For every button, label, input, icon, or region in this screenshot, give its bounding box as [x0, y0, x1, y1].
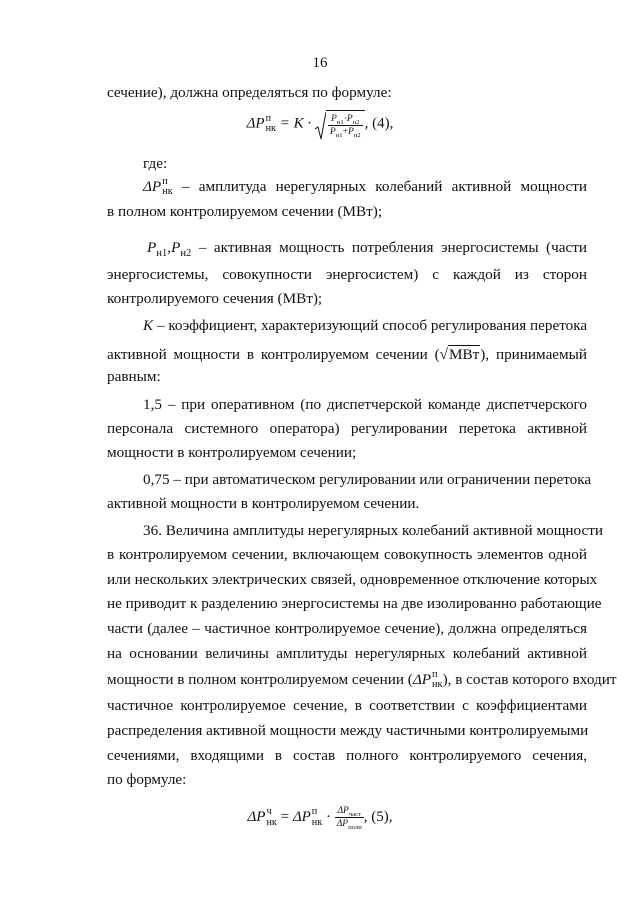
formula4-den-b-sub: н2: [353, 131, 361, 139]
para36-line7-sup: п: [432, 669, 438, 680]
def1-sub: нк: [162, 186, 173, 198]
def3-line2-end: ), принимаемый: [480, 346, 587, 363]
def3-line2: [107, 345, 587, 364]
item15-line1: 1,5 – при оперативном (по диспетчерской команде диспетчерского: [143, 396, 587, 413]
formula5-lhs-sub: нк: [266, 816, 277, 828]
formula4-label: , (4),: [364, 115, 394, 132]
def2-p1: P: [147, 239, 157, 256]
formula4-den-a-sub: н1: [335, 131, 343, 139]
item15-line3: мощности в контролируемом сечении;: [107, 444, 357, 461]
formula5-rhs-symbol: ΔP: [292, 808, 311, 825]
item075-line2: активной мощности в контролируемом сечении.: [107, 495, 420, 512]
formula5-lhs-sup: ч: [266, 806, 272, 818]
formula4-lhs-sup: п: [265, 112, 272, 124]
formula5-rhs-sub: нк: [311, 816, 323, 828]
formula4-fraction: [328, 113, 363, 138]
def2-line1: [147, 239, 587, 260]
def2-text: – активная мощность потребления энергосистемы (части: [198, 239, 587, 256]
def1-text: – амплитуда нерегулярных колебаний активной мощности: [181, 177, 587, 195]
formula4-lhs-sub: нк: [265, 123, 276, 134]
formula4-num-a-sub: н1: [336, 118, 344, 126]
formula5-den-sub: полн: [348, 823, 362, 831]
para36-line9: распределения активной мощности между частичными контролируемыми: [107, 722, 589, 739]
formula4-num-b-sub: н2: [352, 118, 360, 126]
formula4-den-b: P: [347, 127, 354, 137]
formula4-dot: ·: [343, 114, 347, 124]
def1-line1: [143, 177, 587, 198]
item075-line1: 0,75 – при автоматическом регулировании или ограничении перетока: [143, 471, 592, 488]
formula4-sqrt: [315, 110, 365, 138]
formula4-num-b: P: [346, 114, 353, 124]
para36-line8: частичное контролируемое сечение, в соответствии с коэффициентами: [107, 697, 587, 714]
para36-line3: или нескольких электрических связей, одновременное отключение которых: [107, 571, 598, 588]
para36-line7-sub: нк: [432, 679, 443, 691]
para36-line4: не приводит к разделению энергосистемы на две изолированно работающие: [107, 595, 602, 612]
def3-unit: МВт: [448, 346, 480, 363]
def2-p1-sub: н1: [156, 248, 168, 260]
para36-line5: части (далее – частичное контролируемое сечение), должна определяться: [107, 620, 587, 637]
intro-line: сечение), должна определяться по формуле:: [107, 84, 392, 101]
radical-icon: [315, 112, 326, 140]
formula5-den: ΔP: [336, 819, 349, 829]
formula4-plus: +: [342, 127, 348, 137]
def2-p2-sub: н2: [180, 248, 192, 260]
def2-line3: контролируемого сечения (МВт);: [107, 290, 323, 307]
def3-line1: [143, 317, 587, 335]
formula5-fraction: [335, 805, 364, 830]
page-number: 16: [312, 55, 328, 71]
para36-line7-symbol: ΔP: [412, 670, 432, 688]
para36-line1: 36. Величина амплитуды нерегулярных колебаний активной мощности: [143, 522, 603, 539]
formula5-denominator: [335, 818, 364, 830]
para36-line7-post: ), в состав которого входит: [442, 670, 617, 688]
def3-line3: равным:: [107, 368, 161, 385]
formula-4: [0, 110, 640, 138]
formula4-denominator: [328, 126, 363, 138]
formula4-den-a: P: [329, 127, 336, 137]
def1-symbol: ΔP: [143, 177, 162, 195]
formula5-equals: =: [280, 808, 290, 825]
para36-line6: на основании величины амплитуды нерегулярных колебаний активной: [107, 645, 587, 662]
def1-line2: в полном контролируемом сечении (МВт);: [107, 203, 383, 220]
def1-sup: п: [162, 176, 168, 187]
formula5-num: ΔP: [337, 806, 349, 816]
formula4-lhs-symbol: ΔP: [246, 115, 265, 132]
formula5-label: , (5),: [363, 808, 393, 825]
formula4-numerator: [328, 113, 363, 126]
def2-p2: P: [171, 239, 181, 256]
formula5-num-sub: част: [348, 810, 361, 818]
def2-line2: энергосистемы, совокупности энергосистем) с каждой из сторон: [107, 266, 587, 283]
def1-indices: [162, 177, 173, 198]
para36-line11: по формуле:: [107, 771, 187, 788]
formula-5: [0, 805, 640, 830]
formula5-numerator: [335, 805, 364, 818]
where-label: где:: [143, 155, 168, 172]
formula4-num-a: P: [330, 114, 337, 124]
def2-comma: ,: [167, 239, 172, 256]
def3-symbol: K: [143, 317, 154, 334]
def3-line2-text: активной мощности в контролируемом сечении (√: [107, 346, 448, 363]
para36-line7-indices: [432, 670, 443, 691]
para36-line10: сечениями, входящими в состав полного контролируемого сечения,: [107, 747, 587, 764]
formula5-lhs-symbol: ΔP: [247, 808, 266, 825]
formula5-rhs-sup: п: [311, 806, 318, 818]
def3-text: – коэффициент, характеризующий способ регулирования перетока: [156, 317, 588, 334]
formula5-rhs-indices: [312, 807, 322, 827]
formula4-lhs-indices: [266, 114, 276, 134]
para36-line7-pre: мощности в полном контролируемом сечении (: [107, 670, 413, 688]
formula5-lhs-indices: [266, 807, 276, 827]
formula4-equals-k: = K ·: [279, 115, 312, 132]
para36-line2: в контролируемом сечении, включающем совокупность элементов одной: [107, 546, 587, 563]
para36-line7: [107, 669, 617, 691]
item15-line2: персонала системного оператора) регулировании перетока активной: [107, 420, 587, 437]
formula5-dot: ·: [325, 808, 331, 825]
